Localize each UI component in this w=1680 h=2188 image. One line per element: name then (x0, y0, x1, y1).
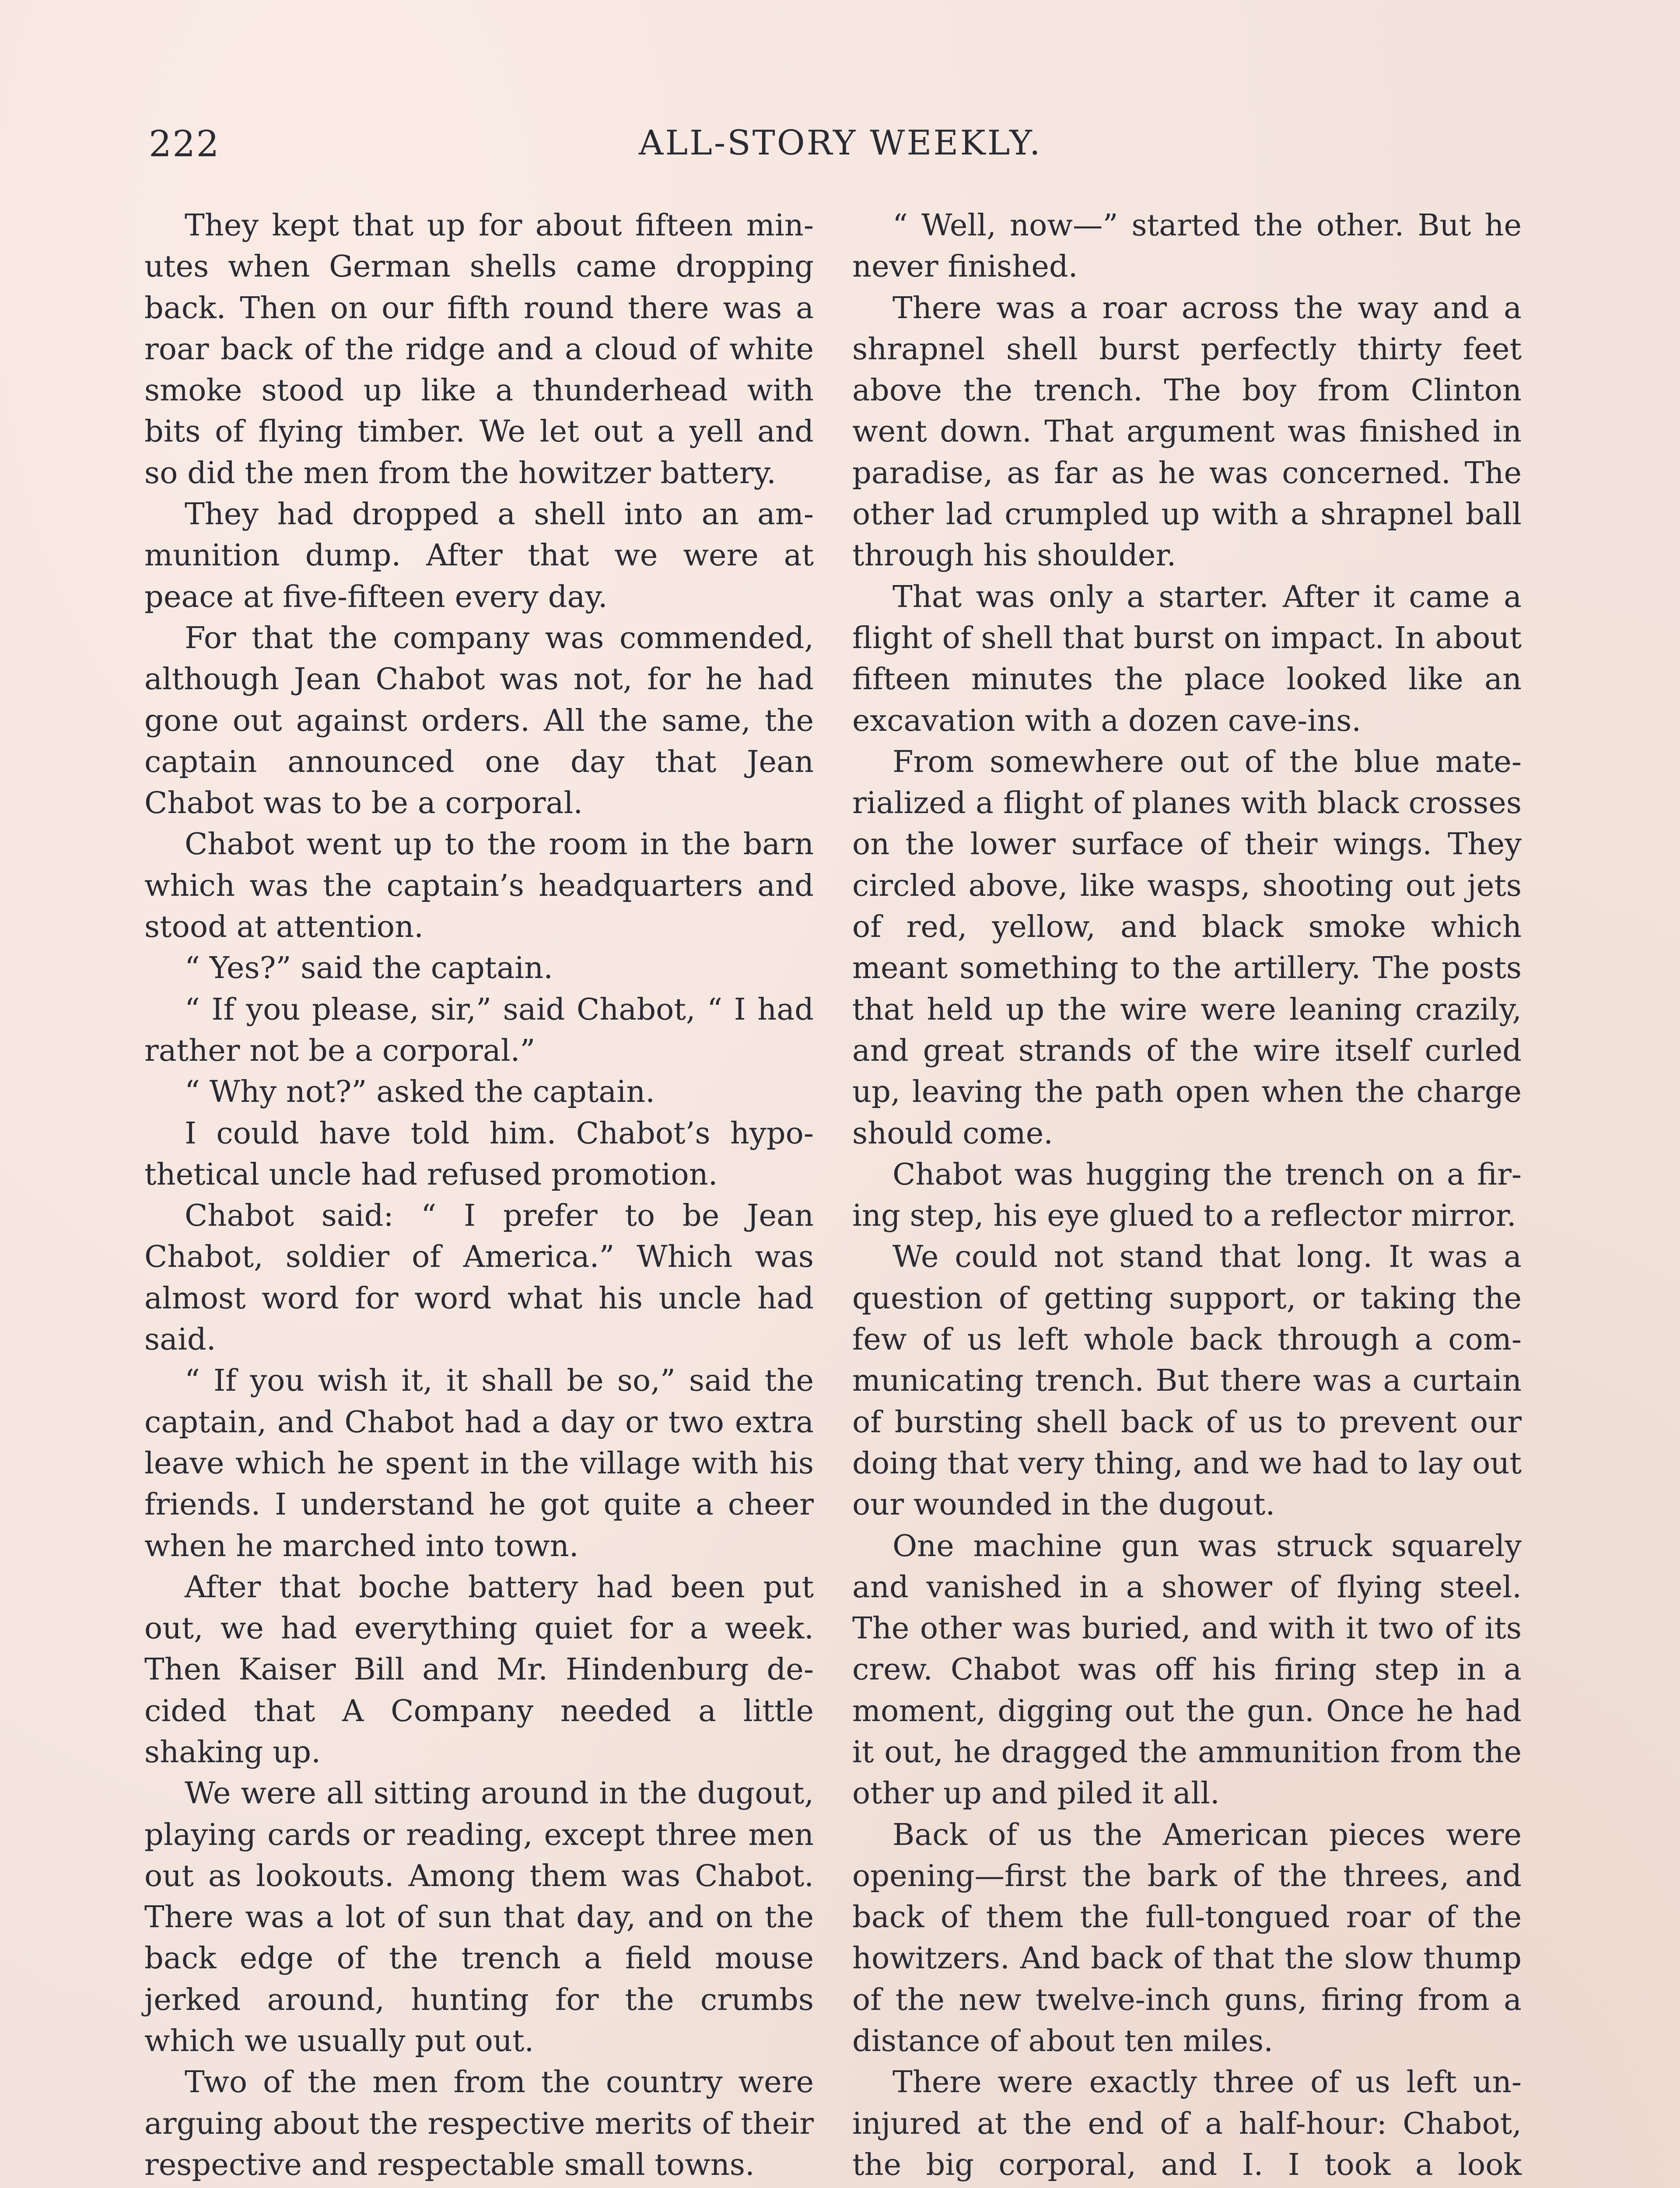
paragraph: There were exactly three of us left uninjured at the end of a half-hour: Chabot, the big corporal, and I. I took a look (852, 2065, 1522, 2182)
paragraph: For that the company was commended, although Jean Chabot was not, for he had gone out against orders. All the same, the captain announced one day that Jean Chabot was to be a corporal. (144, 620, 814, 821)
paragraph: From somewhere out of the blue materialized a flight of planes with black crosses on the lower surface of their wings. They circled above, like wasps, shooting out jets of red, yellow, and black smoke which meant something to the artillery. The posts that held up the wire were leaning crazily, and great strands of the wire itself curled up, leaving the path open when the charge should come. (852, 744, 1522, 1151)
paragraph: They kept that up for about fifteen minutes when German shells came dropping back. Then on our fifth round there was a roar back of the ridge and a cloud of white smoke stood up like a thunderhead with bits of flying timber. We let out a yell and so did the men from the howitzer battery. (144, 208, 814, 491)
paragraph: Back of us the American pieces were opening—first the bark of the threes, and back of them the full-tongued roar of the howitzers. And back of that the slow thump of the new twelve-inch guns, firing from a distance of about ten miles. (852, 1817, 1522, 2059)
paragraph: After that boche battery had been put out, we had everything quiet for a week. Then Kaiser Bill and Mr. Hindenburg decided that A Company needed a little shaking up. (144, 1569, 814, 1770)
paragraph: Chabot said: “ I prefer to be Jean Chabot, soldier of America.” Which was almost word for word what his uncle had said. (144, 1198, 814, 1357)
paragraph: I could have told him. Chabot’s hypothetical uncle had refused promotion. (144, 1115, 814, 1192)
page-number: 222 (149, 123, 220, 165)
paragraph: “ If you wish it, it shall be so,” said the captain, and Chabot had a day or two extra leave which he spent in the village with his friends. I understand he got quite a cheer when he marched into town. (144, 1363, 814, 1564)
right-column (852, 205, 1522, 2188)
paragraph: Chabot was hugging the trench on a firing step, his eye glued to a reflector mirror. (852, 1157, 1522, 1234)
paragraph: “ Well, now—” started the other. But he never finished. (852, 208, 1522, 284)
paragraph: They had dropped a shell into an ammunition dump. After that we were at peace at five-fifteen every day. (144, 497, 814, 614)
paragraph: “ If you please, sir,” said Chabot, “ I had rather not be a corporal.” (144, 992, 814, 1068)
paragraph: “ Why not?” asked the captain. (185, 1074, 655, 1110)
paragraph: We were all sitting around in the dugout, playing cards or reading, except three men out as lookouts. Among them was Chabot. There was a lot of sun that day, and on the back edge of the trench a field mouse jerked around, hunting for the crumbs which we usually put out. (144, 1776, 814, 2059)
paragraph: Chabot went up to the room in the barn which was the captain’s headquarters and stood at attention. (144, 827, 814, 945)
paragraph: There was a roar across the way and a shrapnel shell burst perfectly thirty feet above the trench. The boy from Clinton went down. That argument was finished in paradise, as far as he was concerned. The other lad crumpled up with a shrapnel ball through his shoulder. (852, 290, 1522, 573)
paragraph: One machine gun was struck squarely and vanished in a shower of flying steel. The other was buried, and with it two of its crew. Chabot was off his firing step in a moment, digging out the gun. Once he had it out, he dragged the ammunition from the other up and piled it all. (852, 1528, 1522, 1811)
running-title: ALL-STORY WEEKLY. (639, 123, 1042, 163)
paragraph: We could not stand that long. It was a question of getting support, or taking the few of us left whole back through a communicating trench. But there was a curtain of bursting shell back of us to prevent our doing that very thing, and we had to lay out our wounded in the dugout. (852, 1239, 1522, 1522)
paragraph: Two of the men from the country were arguing about the respective merits of their respective and respectable small towns. (144, 2065, 814, 2182)
page-header (149, 123, 1540, 176)
paragraph: “ Yes?” said the captain. (185, 950, 553, 986)
left-column (144, 205, 814, 2188)
paragraph (144, 2185, 814, 2188)
paragraph: That was only a starter. After it came a flight of shell that burst on impact. In about fifteen minutes the place looked like an excavation with a dozen cave-ins. (852, 579, 1522, 738)
